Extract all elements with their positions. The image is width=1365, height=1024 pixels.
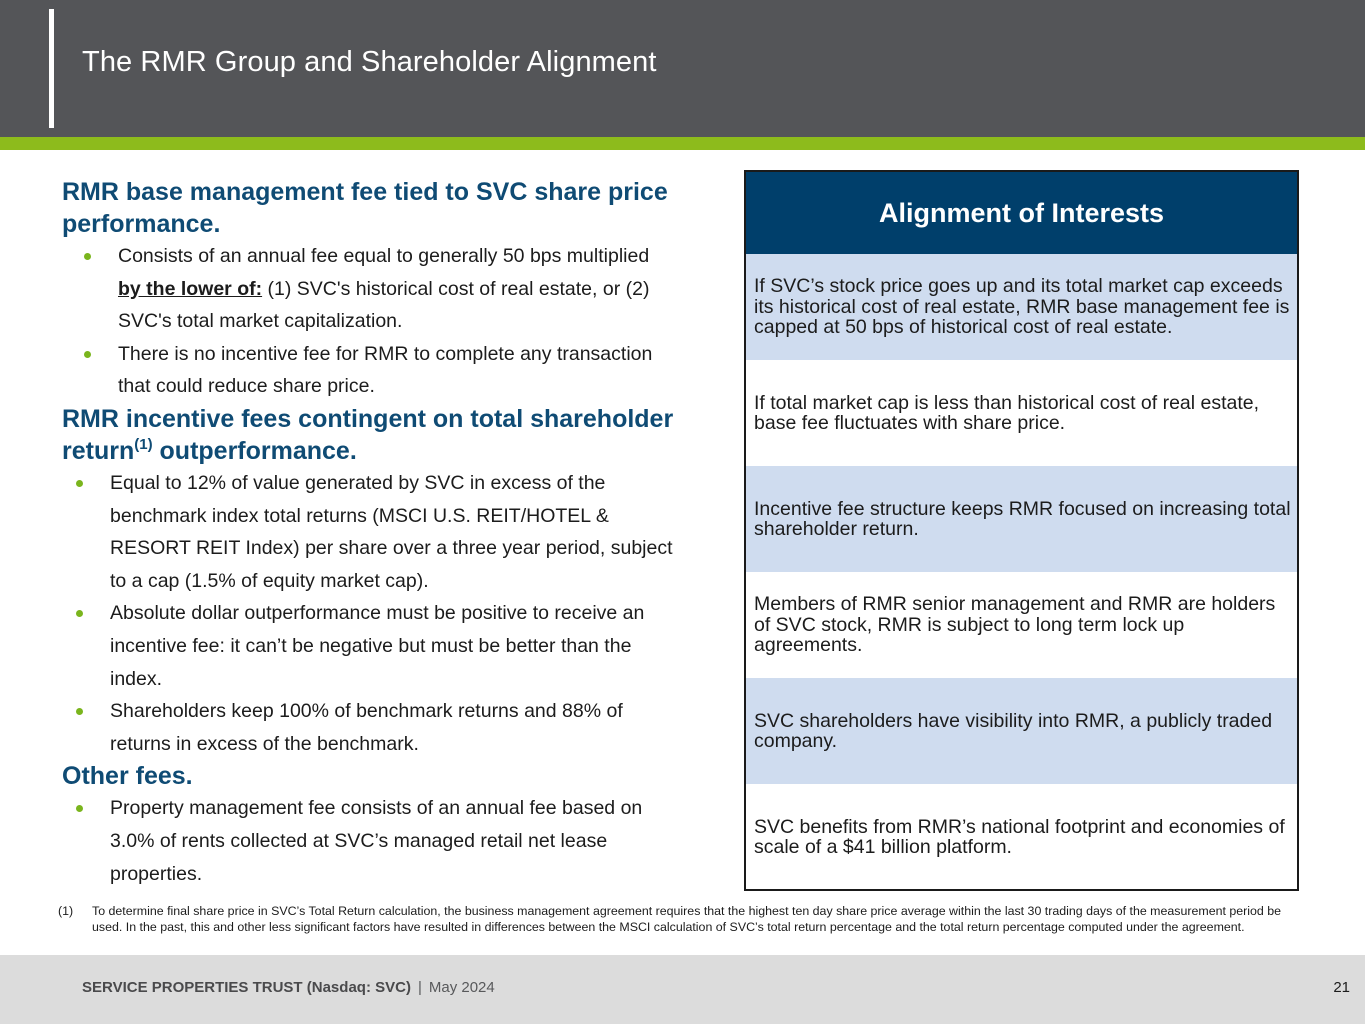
alignment-panel <box>744 170 1299 891</box>
bullet-item: There is no incentive fee for RMR to complete any transaction that could reduce share price. <box>62 338 727 403</box>
bullet-item: Absolute dollar outperformance must be positive to receive an incentive fee: it can’t be negative but must be better than the index. <box>62 597 727 695</box>
footer-separator: | <box>417 979 422 996</box>
footer-left <box>82 979 495 996</box>
footer-company: SERVICE PROPERTIES TRUST (Nasdaq: SVC) <box>82 979 411 996</box>
alignment-row: Members of RMR senior management and RMR are holders of SVC stock, RMR is subject to long term lock up agreements. <box>754 593 1276 657</box>
slide-header <box>0 0 1365 137</box>
alignment-row: SVC shareholders have visibility into RMR, a publicly traded company. <box>746 678 1297 784</box>
left-content <box>62 176 727 890</box>
page-title: The RMR Group and Shareholder Alignment <box>82 46 657 78</box>
header-green-stripe <box>0 137 1365 150</box>
heading-text: RMR incentive fees contingent on total shareholder return <box>62 404 674 465</box>
alignment-row: If total market cap is less than historical cost of real estate, base fee fluctuates with share price. <box>754 391 1260 434</box>
other-fee-bullets <box>62 792 727 890</box>
base-fee-bullets <box>62 240 727 403</box>
alignment-row: SVC benefits from RMR’s national footprint and economies of scale of a $41 billion platform. <box>754 815 1285 858</box>
emphasis-text: by the lower of: <box>118 277 263 300</box>
bullet-item: Property management fee consists of an annual fee based on 3.0% of rents collected at SVC’s managed retail net lease properties. <box>62 792 727 890</box>
bullet-text: (1) SVC's historical cost of real estate, or (2) SVC's total market capitalization. <box>118 277 650 333</box>
footnote-ref: (1) <box>134 435 153 453</box>
panel-title: Alignment of Interests <box>746 172 1297 254</box>
bullet-text: Consists of an annual fee equal to generally 50 bps multiplied <box>118 245 650 267</box>
section-heading-incentive-fees <box>62 403 727 467</box>
footnote-number: (1) <box>58 904 74 918</box>
bullet-item <box>62 240 727 338</box>
footnote <box>58 903 1288 935</box>
footnote-text: To determine final share price in SVC’s Total Return calculation, the business management agreement requires that the highest ten day share price average within the last 30 trading days of the measurement period be used. In the past, this and other less significant factors have resulted in differences between the MSCI calculation of SVC’s total return percentage and the total return percentage computed under the agreement. <box>92 904 1282 934</box>
header-accent-bar <box>49 9 54 128</box>
footer-date: May 2024 <box>428 979 495 996</box>
heading-text: outperformance. <box>152 436 357 465</box>
page-number: 21 <box>1333 979 1350 996</box>
slide-footer <box>0 955 1365 1024</box>
section-heading-base-fee: RMR base management fee tied to SVC share price performance. <box>62 178 668 238</box>
section-heading-other-fees: Other fees. <box>62 762 193 791</box>
incentive-fee-bullets <box>62 467 727 760</box>
alignment-row: If SVC’s stock price goes up and its total market cap exceeds its historical cost of real estate, RMR base management fee is capped at 50 bps of historical cost of real estate. <box>746 254 1297 360</box>
alignment-row: Incentive fee structure keeps RMR focused on increasing total shareholder return. <box>746 466 1297 572</box>
bullet-item: Equal to 12% of value generated by SVC in excess of the benchmark index total returns (MSCI U.S. REIT/HOTEL & RESORT REIT Index) per share over a three year period, subject to a cap (1.5% of equity market cap). <box>62 467 727 597</box>
bullet-item: Shareholders keep 100% of benchmark returns and 88% of returns in excess of the benchmark. <box>62 695 727 760</box>
